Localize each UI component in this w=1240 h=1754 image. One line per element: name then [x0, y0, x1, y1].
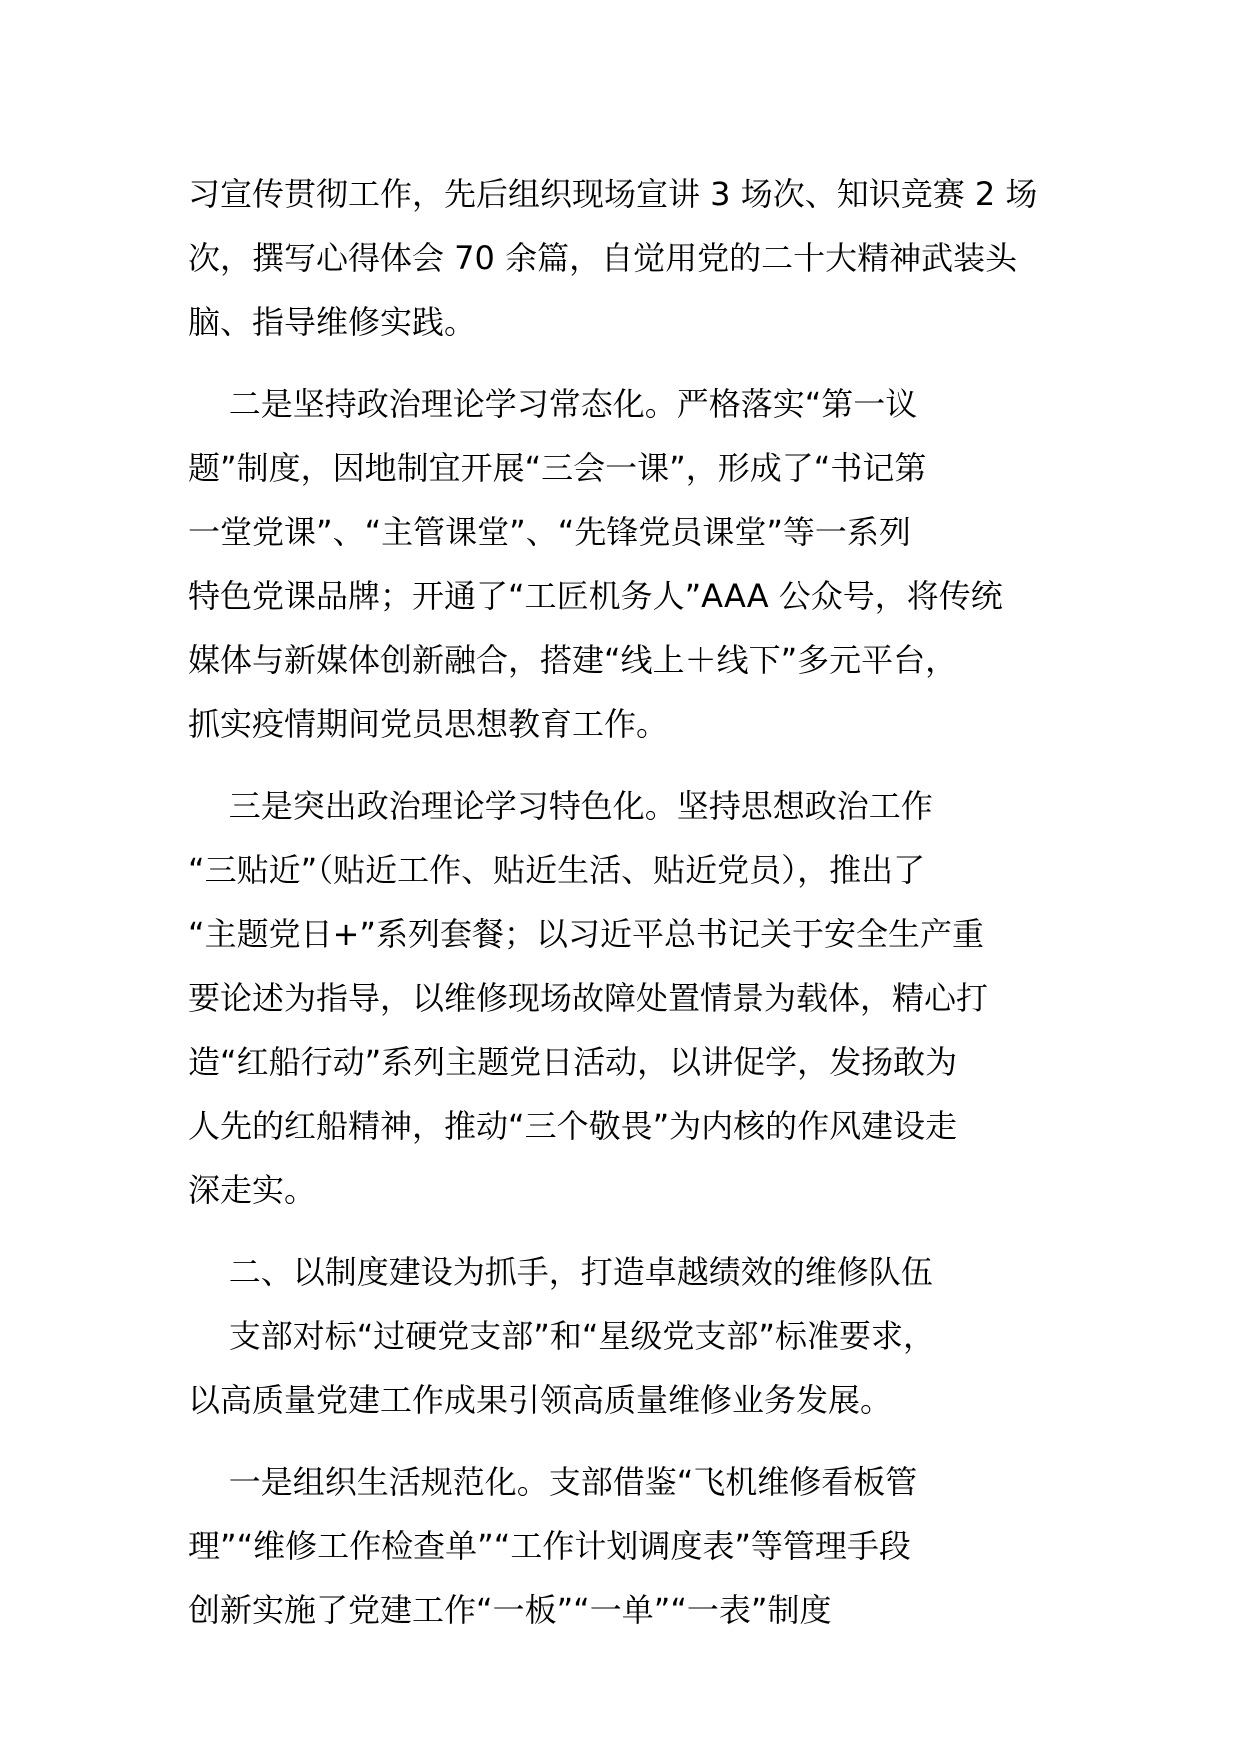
paragraph — [188, 1304, 1068, 1432]
text-line: “主题党日+”系列套餐；以习近平总书记关于安全生产重 — [188, 915, 984, 953]
text-line: 二是坚持政治理论学习常态化。严格落实“第一议 — [188, 385, 918, 423]
text-line: 习宣传贯彻工作，先后组织现场宣讲 3 场次、知识竞赛 2 场 — [188, 175, 1038, 213]
text-line: 一堂党课”、“主管课堂”、“先锋党员课堂”等一系列 — [188, 513, 911, 551]
text-line: 次，撰写心得体会 70 余篇，自觉用党的二十大精神武装头 — [188, 239, 1018, 277]
text-line: 创新实施了党建工作“一板”“一单”“一表”制度 — [188, 1591, 832, 1629]
text-line: 一是组织生活规范化。支部借鉴“飞机维修看板管 — [188, 1463, 918, 1501]
paragraph — [188, 372, 1068, 756]
text-line: 以高质量党建工作成果引领高质量维修业务发展。 — [188, 1381, 893, 1419]
paragraph — [188, 162, 1068, 354]
text-line: 题”制度，因地制宜开展“三会一课”，形成了“书记第 — [188, 449, 927, 487]
text-line: 理”“维修工作检查单”“工作计划调度表”等管理手段 — [188, 1527, 911, 1565]
text-line: 深走实。 — [188, 1171, 317, 1209]
text-line: 媒体与新媒体创新融合，搭建“线上＋线下”多元平台， — [188, 641, 958, 679]
text-line: 造“红船行动”系列主题党日活动，以讲促学，发扬敢为 — [188, 1043, 958, 1081]
text-line: 支部对标“过硬党支部”和“星级党支部”标准要求， — [188, 1317, 936, 1355]
text-line: 特色党课品牌；开通了“工匠机务人”AAA 公众号，将传统 — [188, 577, 1003, 615]
text-line: 三是突出政治理论学习特色化。坚持思想政治工作 — [188, 787, 933, 825]
text-line: 脑、指导维修实践。 — [188, 303, 477, 341]
document-body — [188, 162, 1068, 1642]
text-line: 人先的红船精神，推动“三个敬畏”为内核的作风建设走 — [188, 1107, 958, 1145]
section-heading — [188, 1240, 1068, 1304]
paragraph — [188, 774, 1068, 1222]
text-line: “三贴近”（贴近工作、贴近生活、贴近党员），推出了 — [188, 851, 926, 889]
text-line: 抓实疫情期间党员思想教育工作。 — [188, 705, 669, 743]
paragraph — [188, 1450, 1068, 1642]
text-line: 二、以制度建设为抓手，打造卓越绩效的维修队伍 — [188, 1253, 933, 1291]
text-line: 要论述为指导，以维修现场故障处置情景为载体，精心打 — [188, 979, 989, 1017]
